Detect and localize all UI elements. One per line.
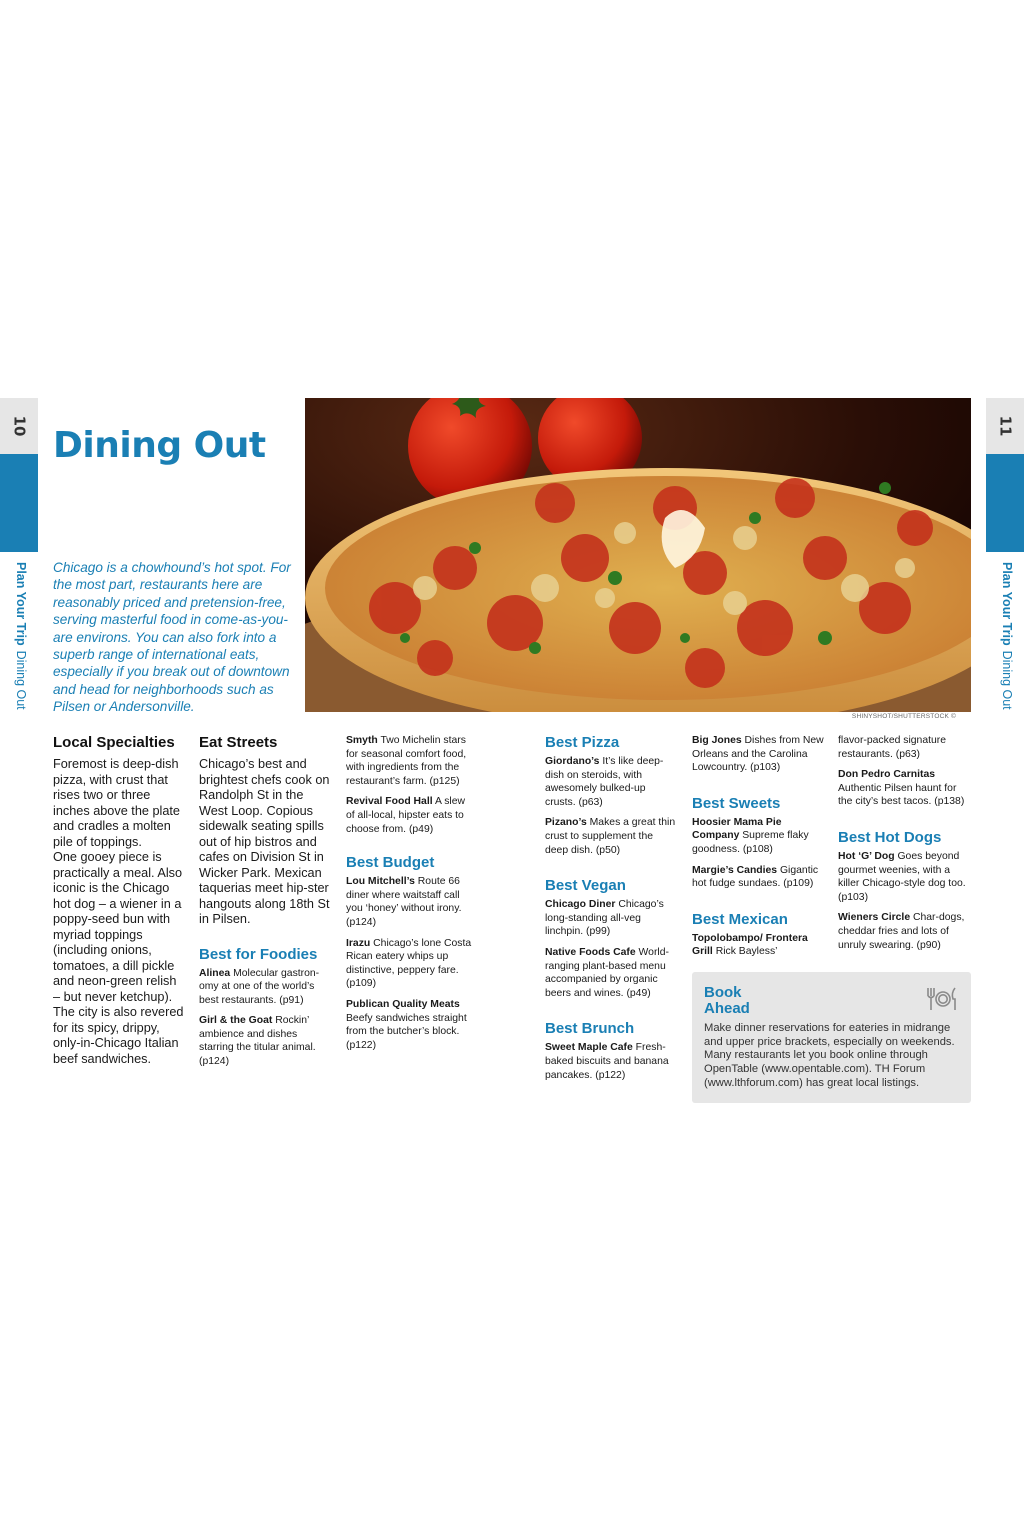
side-label-chapter: Dining Out <box>1000 650 1014 710</box>
page-tab-right <box>986 398 1024 552</box>
list-item: Smyth Two Michelin stars for seasonal comfort food, with ingredients from the restaurant’s farm. (p125) <box>346 735 467 787</box>
body-paragraph: One gooey piece is practically a meal. Also iconic is the Chicago hot dog – a wiener in a poppy-seed bun with myriad toppings (including onions, tomatoes, a dill pickle and neon-green relish – but never ketchup). The city is also revered for its spicy, drippy, only-in-Chicago Italian beef sandwiches. <box>53 850 184 1066</box>
page-number-right: 11 <box>996 415 1014 437</box>
tab-accent-bar <box>986 454 1024 552</box>
side-label-left <box>0 562 38 722</box>
list-item: Hoosier Mama Pie Company Supreme flaky goodness. (p108) <box>692 816 809 855</box>
list-item: Native Foods Cafe World-ranging plant-based menu accompanied by organic beers and wines. (p49) <box>545 946 669 999</box>
column-pizza-vegan-brunch <box>545 734 676 1089</box>
list-item: Girl & the Goat Rockin’ ambience and dishes starring the titular animal. (p124) <box>199 1015 316 1068</box>
list-item: Lou Mitchell’s Route 66 diner where waitstaff call you ‘honey’ without irony. (p124) <box>346 876 462 928</box>
column-local-specialties <box>53 734 187 1067</box>
box-text: Make dinner reservations for eateries in midrange and upper price brackets, especially on weekends. Many restaurants let you book online through OpenTable (www.opentable.com). TH Forum (www.lthforum.com) has great local listings. <box>704 1022 955 1089</box>
list-item: Hot ‘G’ Dog Goes beyond gourmet weenies, with a killer Chicago-style dog too. (p103) <box>838 850 966 903</box>
section-heading: Local Specialties <box>53 734 175 751</box>
column-sweets-mexican <box>692 734 828 966</box>
side-label-section: Plan Your Trip <box>1000 562 1014 646</box>
column-budget <box>346 734 476 1059</box>
section-heading: Best Pizza <box>545 734 620 751</box>
page-title: Dining Out <box>53 425 266 466</box>
list-item-continued: flavor-packed signature restaurants. (p63) <box>838 735 947 760</box>
section-heading: Best Vegan <box>545 877 626 895</box>
box-heading: Book Ahead <box>704 984 750 1017</box>
photo-credit: SHINYSHOT/SHUTTERSTOCK © <box>851 713 956 720</box>
deep-dish-pizza-photo <box>305 398 971 712</box>
body-paragraph: Chicago’s best and brightest chefs cook on Randolph St in the West Loop. Copious sidewalk seating spills out of hip bistros and cafes on Division St in Wicker Park. Mexican taquerias meet hip-ster hangouts along 18th St in Pilsen. <box>199 757 330 926</box>
list-item: Wieners Circle Char-dogs, cheddar fries and lots of unruly swearing. (p90) <box>838 912 965 951</box>
cutlery-icon <box>925 986 959 1017</box>
body-paragraph: Foremost is deep-dish pizza, with crust that rises two or three inches above the plate and cradles a molten pile of toppings. <box>53 757 180 849</box>
page-number-left: 10 <box>10 415 28 437</box>
section-heading: Best Budget <box>346 854 435 872</box>
list-item: Margie’s Candies Gigantic hot fudge sundaes. (p109) <box>692 864 819 890</box>
side-label-section: Plan Your Trip <box>14 562 28 646</box>
list-item: Pizano’s Makes a great thin crust to supplement the deep dish. (p50) <box>545 817 676 856</box>
list-item: Topolobampo/ Frontera Grill Rick Bayless’ <box>692 932 808 958</box>
book-ahead-box <box>692 972 971 1103</box>
list-item: Publican Quality Meats Beefy sandwiches straight from the butcher’s block. (p122) <box>346 998 467 1051</box>
intro-text: Chicago is a chowhound’s hot spot. For the most part, restaurants here are reasonably priced and pretension-free, serving masterful food in come-as-you-are environs. You can also fork into a superb range of international eats, especially if you break out of downtown and head for neighborhoods such as Pilsen or Andersonville. <box>53 560 291 715</box>
list-item: Don Pedro Carnitas Authentic Pilsen haunt for the city’s best tacos. (p138) <box>838 769 965 808</box>
side-label-chapter: Dining Out <box>14 650 28 710</box>
column-eat-streets <box>199 734 332 1076</box>
section-heading: Eat Streets <box>199 734 278 751</box>
list-item: Giordano’s It’s like deep-dish on steroids, with awesomely bulked-up crusts. (p63) <box>545 756 664 808</box>
list-item: Alinea Molecular gastron-omy at one of the world’s best restaurants. (p91) <box>199 967 320 1006</box>
list-item: Chicago Diner Chicago’s long-standing all-veg linchpin. (p99) <box>545 899 664 938</box>
tab-accent-bar <box>0 454 38 552</box>
page-tab-left <box>0 398 38 552</box>
section-heading: Best for Foodies <box>199 945 318 963</box>
list-item: Irazu Chicago’s lone Costa Rican eatery whips up distinctive, peppery fare. (p109) <box>346 937 472 990</box>
section-heading: Best Sweets <box>692 794 781 812</box>
column-hot-dogs <box>838 734 972 959</box>
side-label-right <box>986 562 1024 722</box>
section-heading: Best Hot Dogs <box>838 828 942 846</box>
list-item: Big Jones Dishes from New Orleans and the Carolina Lowcountry. (p103) <box>692 735 824 774</box>
section-heading: Best Brunch <box>545 1020 635 1038</box>
section-heading: Best Mexican <box>692 910 788 928</box>
list-item: Revival Food Hall A slew of all-local, hipster eats to choose from. (p49) <box>346 796 465 835</box>
list-item: Sweet Maple Cafe Fresh-baked biscuits and banana pancakes. (p122) <box>545 1042 669 1081</box>
